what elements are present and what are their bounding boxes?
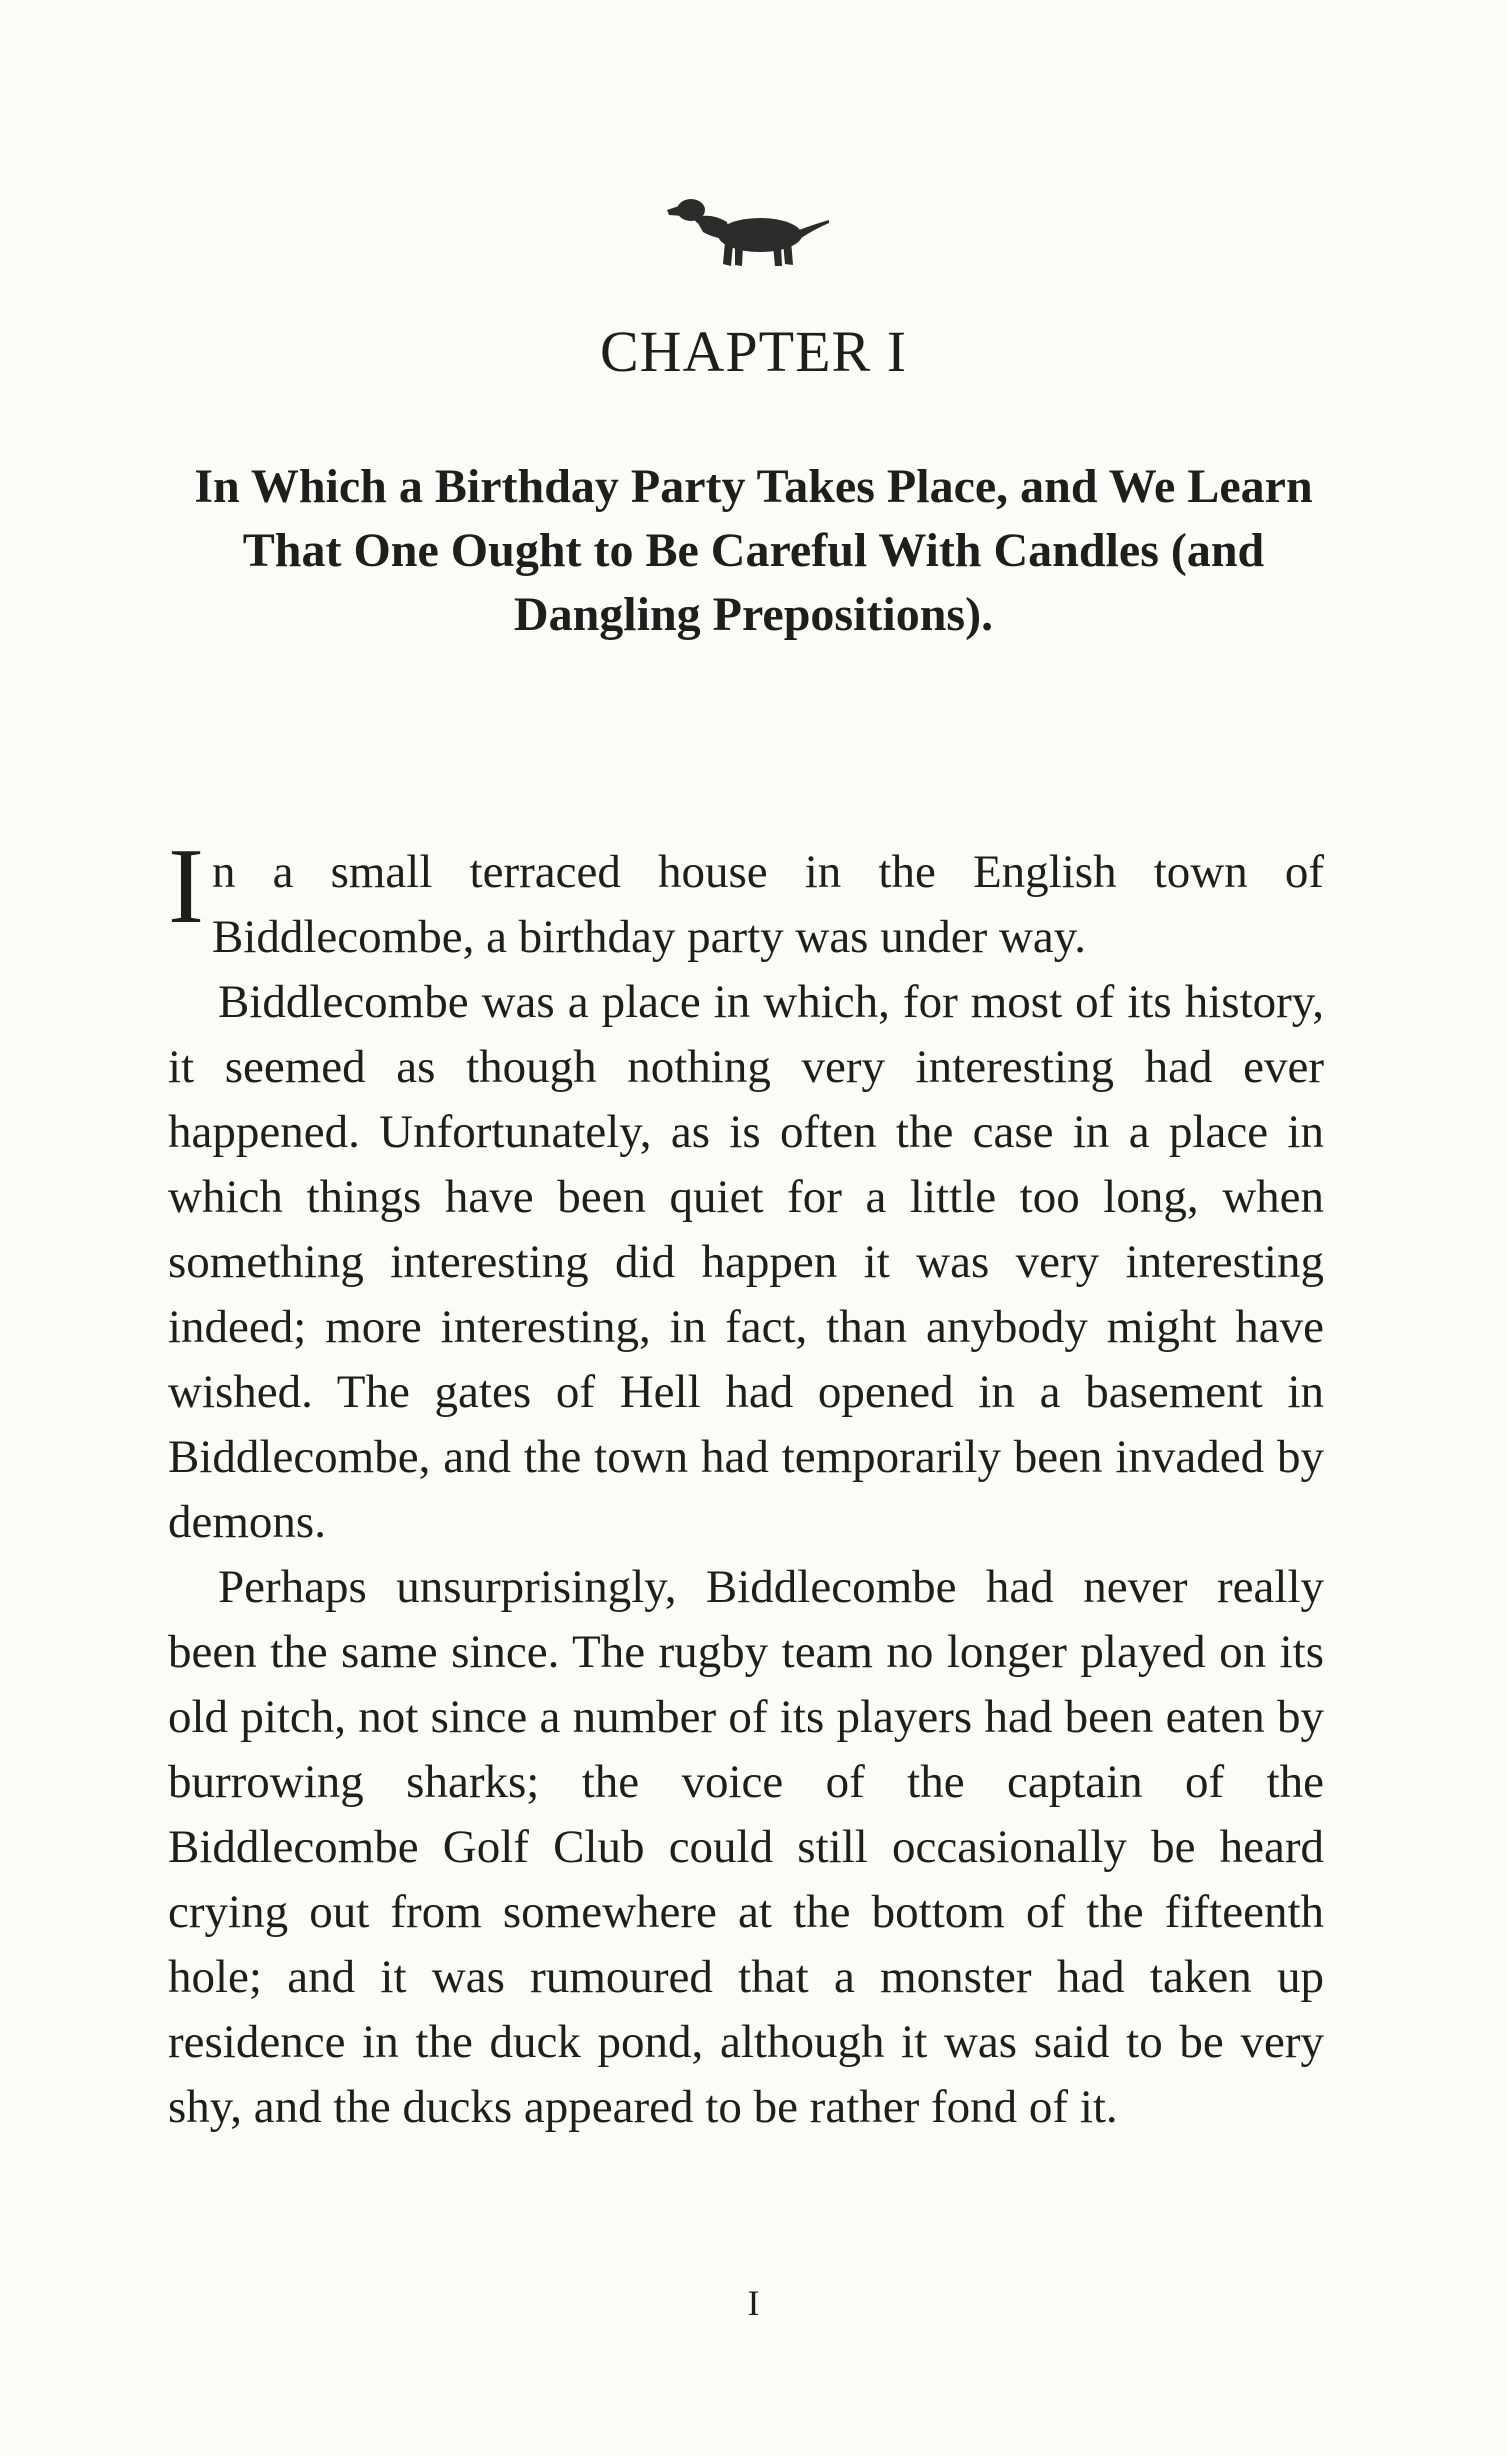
chapter-title: CHAPTER I xyxy=(599,319,908,384)
chapter-subtitle: In Which a Birthday Party Takes Place, and We Learn That One Ought to Be Careful With Candles (and Dangling Prepositions). xyxy=(194,460,1313,641)
drop-cap: I xyxy=(168,827,204,946)
page-number: I xyxy=(747,2283,760,2323)
paragraph-1 xyxy=(168,827,1324,970)
paragraph-3: Perhaps unsurprisingly, Biddlecombe had never really been the same since. The rugby team no longer played on its old pitch, not since a number of its players had been eaten by burrowing sharks; the voice of the captain of the Biddlecombe Golf Club could still occasionally be heard crying out from somewhere at the bottom of the fifteenth hole; and it was rumoured that a monster had taken up residence in the duck pond, although it was said to be very shy, and the ducks appeared to be rather fond of it. xyxy=(168,1561,1324,2133)
paragraph-1-text: n a small terraced house in the English town of Biddlecombe, a birthday party was under way. xyxy=(211,846,1324,963)
chapter-body xyxy=(168,827,1324,2140)
paragraph-2: Biddlecombe was a place in which, for most of its history, it seemed as though nothing very interesting had ever happened. Unfortunately, as is often the case in a place in which things have been quiet for a little too long, when something interesting did happen it was very interesting indeed; more interesting, in fact, than anybody might have wished. The gates of Hell had opened in a basement in Biddlecombe, and the town had temporarily been invaded by demons. xyxy=(168,976,1324,1548)
dachshund-icon xyxy=(665,180,830,280)
